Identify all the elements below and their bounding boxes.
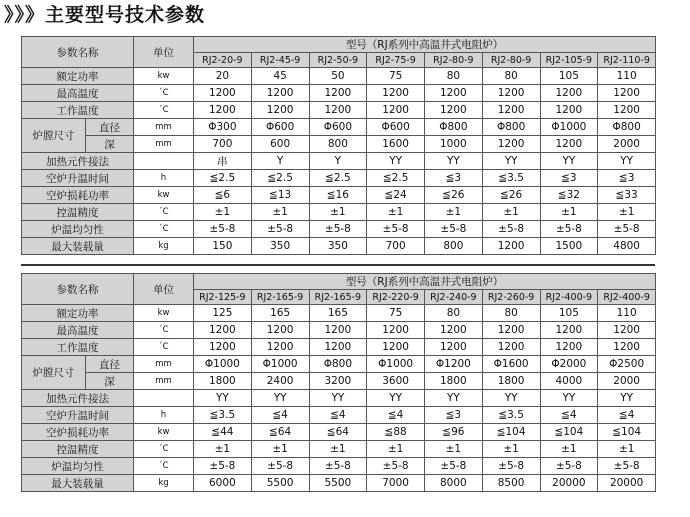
value-cell: YY bbox=[540, 390, 598, 407]
value-cell: ±1 bbox=[482, 441, 540, 458]
value-cell: YY bbox=[309, 390, 367, 407]
value-cell: 700 bbox=[194, 136, 252, 153]
value-cell: 1200 bbox=[540, 322, 598, 339]
row-label: 额定功率 bbox=[22, 305, 134, 322]
value-cell: 80 bbox=[482, 305, 540, 322]
value-cell: Φ1000 bbox=[251, 356, 309, 373]
row-label: 工作温度 bbox=[22, 339, 134, 356]
value-cell: ≦104 bbox=[482, 424, 540, 441]
value-cell: 7000 bbox=[367, 475, 425, 492]
value-cell: ≦3 bbox=[598, 170, 656, 187]
value-cell: ±1 bbox=[425, 441, 483, 458]
table-row bbox=[22, 322, 656, 339]
value-cell: ≦24 bbox=[367, 187, 425, 204]
value-cell: ≦16 bbox=[309, 187, 367, 204]
row-label: 空炉升温时间 bbox=[22, 170, 134, 187]
value-cell: YY bbox=[194, 390, 252, 407]
row-label: 加热元件接法 bbox=[22, 390, 134, 407]
value-cell: 1200 bbox=[425, 85, 483, 102]
value-cell: 1200 bbox=[251, 85, 309, 102]
value-cell: ≦3.5 bbox=[482, 407, 540, 424]
value-cell: ≦3 bbox=[425, 170, 483, 187]
row-unit: kg bbox=[134, 475, 194, 492]
unit-header: 单位 bbox=[134, 37, 194, 68]
value-cell: ±5-8 bbox=[482, 458, 540, 475]
value-cell: 1200 bbox=[367, 339, 425, 356]
table-row bbox=[22, 407, 656, 424]
value-cell: 350 bbox=[309, 238, 367, 255]
value-cell: 1200 bbox=[482, 238, 540, 255]
table-row bbox=[22, 204, 656, 221]
value-cell: YY bbox=[425, 390, 483, 407]
chamber-diameter-label: 直径 bbox=[86, 356, 134, 373]
value-cell: ±5-8 bbox=[425, 458, 483, 475]
value-cell: ≦3 bbox=[425, 407, 483, 424]
value-cell: ≦3.5 bbox=[482, 170, 540, 187]
value-cell: 20000 bbox=[598, 475, 656, 492]
model-name-cell: RJ2-400-9 bbox=[598, 290, 656, 305]
value-cell: 1200 bbox=[540, 339, 598, 356]
value-cell: 1200 bbox=[540, 85, 598, 102]
table-row bbox=[22, 475, 656, 492]
value-cell: ≦2.5 bbox=[367, 170, 425, 187]
row-unit: h bbox=[134, 170, 194, 187]
value-cell: 1200 bbox=[482, 102, 540, 119]
row-label: 炉温均匀性 bbox=[22, 221, 134, 238]
value-cell: Φ1000 bbox=[194, 356, 252, 373]
value-cell: YY bbox=[425, 153, 483, 170]
model-name-cell: RJ2-45-9 bbox=[251, 53, 309, 68]
row-unit: ´C bbox=[134, 85, 194, 102]
row-unit: mm bbox=[134, 136, 194, 153]
row-label: 炉温均匀性 bbox=[22, 458, 134, 475]
value-cell: ±1 bbox=[540, 204, 598, 221]
row-label: 空炉损耗功率 bbox=[22, 424, 134, 441]
value-cell: 1200 bbox=[309, 322, 367, 339]
model-name-cell: RJ2-80-9 bbox=[425, 53, 483, 68]
value-cell: 1200 bbox=[251, 339, 309, 356]
value-cell: ≦4 bbox=[309, 407, 367, 424]
row-unit: h bbox=[134, 407, 194, 424]
value-cell: 80 bbox=[425, 305, 483, 322]
model-name-cell: RJ2-80-9 bbox=[482, 53, 540, 68]
value-cell: 2000 bbox=[598, 373, 656, 390]
model-name-cell: RJ2-50-9 bbox=[309, 53, 367, 68]
model-name-cell: RJ2-400-9 bbox=[540, 290, 598, 305]
value-cell: ≦13 bbox=[251, 187, 309, 204]
value-cell: 1200 bbox=[598, 102, 656, 119]
model-name-cell: RJ2-240-9 bbox=[425, 290, 483, 305]
value-cell: 1200 bbox=[540, 136, 598, 153]
value-cell: 3200 bbox=[309, 373, 367, 390]
model-name-cell: RJ2-75-9 bbox=[367, 53, 425, 68]
value-cell: ≦4 bbox=[598, 407, 656, 424]
row-unit: kg bbox=[134, 238, 194, 255]
value-cell: ≦6 bbox=[194, 187, 252, 204]
value-cell: Φ300 bbox=[194, 119, 252, 136]
value-cell: 1200 bbox=[482, 339, 540, 356]
header-row bbox=[22, 37, 656, 53]
table-row bbox=[22, 305, 656, 322]
value-cell: YY bbox=[251, 390, 309, 407]
value-cell: ±5-8 bbox=[367, 458, 425, 475]
value-cell: ±5-8 bbox=[482, 221, 540, 238]
value-cell: 1000 bbox=[425, 136, 483, 153]
table-row bbox=[22, 424, 656, 441]
value-cell: ±5-8 bbox=[367, 221, 425, 238]
value-cell: ±5-8 bbox=[540, 221, 598, 238]
value-cell: ±5-8 bbox=[425, 221, 483, 238]
model-title-header: 型号（RJ系列中高温井式电阻炉） bbox=[194, 274, 656, 290]
page-title: 》》》主要型号技术参数 bbox=[4, 4, 206, 26]
row-label: 控温精度 bbox=[22, 204, 134, 221]
value-cell: 6000 bbox=[194, 475, 252, 492]
row-unit: mm bbox=[134, 356, 194, 373]
value-cell: Φ1000 bbox=[367, 356, 425, 373]
value-cell: ≦2.5 bbox=[251, 170, 309, 187]
value-cell: 1200 bbox=[598, 322, 656, 339]
value-cell: 1200 bbox=[425, 339, 483, 356]
value-cell: ±5-8 bbox=[540, 458, 598, 475]
row-unit: kw bbox=[134, 68, 194, 85]
row-label: 最高温度 bbox=[22, 85, 134, 102]
value-cell: 105 bbox=[540, 68, 598, 85]
table-row bbox=[22, 238, 656, 255]
section-divider bbox=[21, 264, 655, 266]
row-label: 加热元件接法 bbox=[22, 153, 134, 170]
row-label: 工作温度 bbox=[22, 102, 134, 119]
value-cell: Φ1600 bbox=[482, 356, 540, 373]
value-cell: 5500 bbox=[251, 475, 309, 492]
value-cell: Φ600 bbox=[251, 119, 309, 136]
value-cell: Y bbox=[251, 153, 309, 170]
value-cell: Φ800 bbox=[425, 119, 483, 136]
value-cell: 600 bbox=[251, 136, 309, 153]
value-cell: ±5-8 bbox=[251, 221, 309, 238]
model-name-cell: RJ2-165-9 bbox=[309, 290, 367, 305]
row-unit bbox=[134, 153, 194, 170]
spec-table-2 bbox=[21, 273, 656, 492]
value-cell: 700 bbox=[367, 238, 425, 255]
row-label: 最高温度 bbox=[22, 322, 134, 339]
table-row bbox=[22, 458, 656, 475]
value-cell: 1200 bbox=[598, 339, 656, 356]
value-cell: 165 bbox=[251, 305, 309, 322]
table-row bbox=[22, 68, 656, 85]
value-cell: ≦4 bbox=[251, 407, 309, 424]
value-cell: 800 bbox=[425, 238, 483, 255]
row-label: 空炉损耗功率 bbox=[22, 187, 134, 204]
value-cell: ±1 bbox=[482, 204, 540, 221]
value-cell: ±1 bbox=[309, 441, 367, 458]
value-cell: 75 bbox=[367, 305, 425, 322]
value-cell: ≦64 bbox=[309, 424, 367, 441]
row-label: 额定功率 bbox=[22, 68, 134, 85]
value-cell: 8000 bbox=[425, 475, 483, 492]
row-unit: ´C bbox=[134, 102, 194, 119]
spec-table-1 bbox=[21, 36, 656, 255]
value-cell: 1200 bbox=[482, 322, 540, 339]
row-unit: kw bbox=[134, 424, 194, 441]
value-cell: 50 bbox=[309, 68, 367, 85]
row-unit: mm bbox=[134, 119, 194, 136]
value-cell: YY bbox=[482, 153, 540, 170]
value-cell: ±5-8 bbox=[251, 458, 309, 475]
value-cell: ≦104 bbox=[540, 424, 598, 441]
row-unit: kw bbox=[134, 187, 194, 204]
chamber-size-label: 炉膛尺寸 bbox=[22, 356, 86, 390]
value-cell: Φ2500 bbox=[598, 356, 656, 373]
value-cell: 1200 bbox=[309, 339, 367, 356]
value-cell: Φ1200 bbox=[425, 356, 483, 373]
value-cell: 1200 bbox=[425, 322, 483, 339]
value-cell: 8500 bbox=[482, 475, 540, 492]
value-cell: YY bbox=[598, 390, 656, 407]
value-cell: 4000 bbox=[540, 373, 598, 390]
value-cell: 150 bbox=[194, 238, 252, 255]
value-cell: ≦104 bbox=[598, 424, 656, 441]
value-cell: 1200 bbox=[482, 85, 540, 102]
unit-header: 单位 bbox=[134, 274, 194, 305]
value-cell: Φ600 bbox=[309, 119, 367, 136]
chamber-size-label: 炉膛尺寸 bbox=[22, 119, 86, 153]
value-cell: ±1 bbox=[309, 204, 367, 221]
value-cell: 125 bbox=[194, 305, 252, 322]
row-unit: ´C bbox=[134, 221, 194, 238]
value-cell: 2400 bbox=[251, 373, 309, 390]
value-cell: YY bbox=[367, 390, 425, 407]
table-row bbox=[22, 339, 656, 356]
value-cell: ≦26 bbox=[482, 187, 540, 204]
table-row bbox=[22, 102, 656, 119]
value-cell: 1600 bbox=[367, 136, 425, 153]
header-row bbox=[22, 274, 656, 290]
value-cell: 1200 bbox=[309, 102, 367, 119]
model-name-cell: RJ2-260-9 bbox=[482, 290, 540, 305]
value-cell: 105 bbox=[540, 305, 598, 322]
value-cell: 3600 bbox=[367, 373, 425, 390]
value-cell: 1200 bbox=[251, 102, 309, 119]
value-cell: 串 bbox=[194, 153, 252, 170]
table-row bbox=[22, 153, 656, 170]
row-label: 最大装载量 bbox=[22, 238, 134, 255]
value-cell: 110 bbox=[598, 68, 656, 85]
table-row bbox=[22, 119, 656, 136]
value-cell: ≦44 bbox=[194, 424, 252, 441]
value-cell: 350 bbox=[251, 238, 309, 255]
value-cell: 80 bbox=[482, 68, 540, 85]
value-cell: ±1 bbox=[194, 204, 252, 221]
row-unit: ´C bbox=[134, 458, 194, 475]
value-cell: YY bbox=[540, 153, 598, 170]
value-cell: ≦88 bbox=[367, 424, 425, 441]
value-cell: ±1 bbox=[540, 441, 598, 458]
value-cell: ±5-8 bbox=[194, 458, 252, 475]
table-row bbox=[22, 221, 656, 238]
row-label: 空炉升温时间 bbox=[22, 407, 134, 424]
value-cell: ±1 bbox=[367, 204, 425, 221]
value-cell: ≦2.5 bbox=[309, 170, 367, 187]
value-cell: YY bbox=[482, 390, 540, 407]
value-cell: Φ800 bbox=[598, 119, 656, 136]
row-label: 最大装载量 bbox=[22, 475, 134, 492]
value-cell: 1200 bbox=[367, 102, 425, 119]
chamber-depth-label: 深 bbox=[86, 136, 134, 153]
value-cell: 800 bbox=[309, 136, 367, 153]
value-cell: ±5-8 bbox=[598, 221, 656, 238]
value-cell: YY bbox=[598, 153, 656, 170]
table-row bbox=[22, 170, 656, 187]
value-cell: 1200 bbox=[367, 322, 425, 339]
value-cell: YY bbox=[367, 153, 425, 170]
value-cell: ≦26 bbox=[425, 187, 483, 204]
row-unit bbox=[134, 390, 194, 407]
value-cell: ±5-8 bbox=[309, 221, 367, 238]
row-label: 控温精度 bbox=[22, 441, 134, 458]
table-row bbox=[22, 390, 656, 407]
value-cell: ±1 bbox=[425, 204, 483, 221]
value-cell: 1200 bbox=[598, 85, 656, 102]
row-unit: ´C bbox=[134, 322, 194, 339]
value-cell: ≦4 bbox=[540, 407, 598, 424]
model-name-cell: RJ2-220-9 bbox=[367, 290, 425, 305]
value-cell: 1200 bbox=[482, 136, 540, 153]
value-cell: ±1 bbox=[598, 441, 656, 458]
value-cell: ±1 bbox=[251, 204, 309, 221]
row-unit: ´C bbox=[134, 339, 194, 356]
model-name-cell: RJ2-105-9 bbox=[540, 53, 598, 68]
model-name-cell: RJ2-20-9 bbox=[194, 53, 252, 68]
param-name-header: 参数名称 bbox=[22, 274, 134, 305]
value-cell: ≦96 bbox=[425, 424, 483, 441]
model-name-cell: RJ2-125-9 bbox=[194, 290, 252, 305]
table-row bbox=[22, 136, 656, 153]
value-cell: ≦3.5 bbox=[194, 407, 252, 424]
value-cell: 5500 bbox=[309, 475, 367, 492]
model-title-header: 型号（RJ系列中高温井式电阻炉） bbox=[194, 37, 656, 53]
value-cell: 45 bbox=[251, 68, 309, 85]
value-cell: ≦32 bbox=[540, 187, 598, 204]
value-cell: Φ800 bbox=[309, 356, 367, 373]
value-cell: ≦4 bbox=[367, 407, 425, 424]
value-cell: 75 bbox=[367, 68, 425, 85]
value-cell: ≦3 bbox=[540, 170, 598, 187]
value-cell: ≦33 bbox=[598, 187, 656, 204]
table-row bbox=[22, 373, 656, 390]
value-cell: 1200 bbox=[194, 85, 252, 102]
value-cell: 1800 bbox=[194, 373, 252, 390]
table-row bbox=[22, 85, 656, 102]
value-cell: ±5-8 bbox=[194, 221, 252, 238]
value-cell: Φ1000 bbox=[540, 119, 598, 136]
value-cell: 20 bbox=[194, 68, 252, 85]
value-cell: 2000 bbox=[598, 136, 656, 153]
value-cell: ±1 bbox=[194, 441, 252, 458]
param-name-header: 参数名称 bbox=[22, 37, 134, 68]
value-cell: Φ800 bbox=[482, 119, 540, 136]
chamber-depth-label: 深 bbox=[86, 373, 134, 390]
row-unit: mm bbox=[134, 373, 194, 390]
table-row bbox=[22, 441, 656, 458]
row-unit: ´C bbox=[134, 441, 194, 458]
value-cell: 1200 bbox=[251, 322, 309, 339]
value-cell: 1200 bbox=[367, 85, 425, 102]
value-cell: Φ600 bbox=[367, 119, 425, 136]
value-cell: Y bbox=[309, 153, 367, 170]
value-cell: 1200 bbox=[194, 322, 252, 339]
value-cell: 1800 bbox=[425, 373, 483, 390]
value-cell: 165 bbox=[309, 305, 367, 322]
table-row bbox=[22, 356, 656, 373]
row-unit: ´C bbox=[134, 204, 194, 221]
value-cell: ≦2.5 bbox=[194, 170, 252, 187]
value-cell: 1200 bbox=[194, 102, 252, 119]
value-cell: Φ2000 bbox=[540, 356, 598, 373]
value-cell: 1200 bbox=[540, 102, 598, 119]
row-unit: kw bbox=[134, 305, 194, 322]
value-cell: ±1 bbox=[598, 204, 656, 221]
table-row bbox=[22, 187, 656, 204]
value-cell: 1200 bbox=[425, 102, 483, 119]
value-cell: 110 bbox=[598, 305, 656, 322]
value-cell: 1800 bbox=[482, 373, 540, 390]
value-cell: 1200 bbox=[309, 85, 367, 102]
model-name-cell: RJ2-165-9 bbox=[251, 290, 309, 305]
value-cell: ±1 bbox=[251, 441, 309, 458]
value-cell: ±5-8 bbox=[598, 458, 656, 475]
value-cell: 80 bbox=[425, 68, 483, 85]
value-cell: 20000 bbox=[540, 475, 598, 492]
value-cell: ±1 bbox=[367, 441, 425, 458]
value-cell: ±5-8 bbox=[309, 458, 367, 475]
value-cell: ≦64 bbox=[251, 424, 309, 441]
model-name-cell: RJ2-110-9 bbox=[598, 53, 656, 68]
value-cell: 1500 bbox=[540, 238, 598, 255]
value-cell: 1200 bbox=[194, 339, 252, 356]
chamber-diameter-label: 直径 bbox=[86, 119, 134, 136]
value-cell: 4800 bbox=[598, 238, 656, 255]
